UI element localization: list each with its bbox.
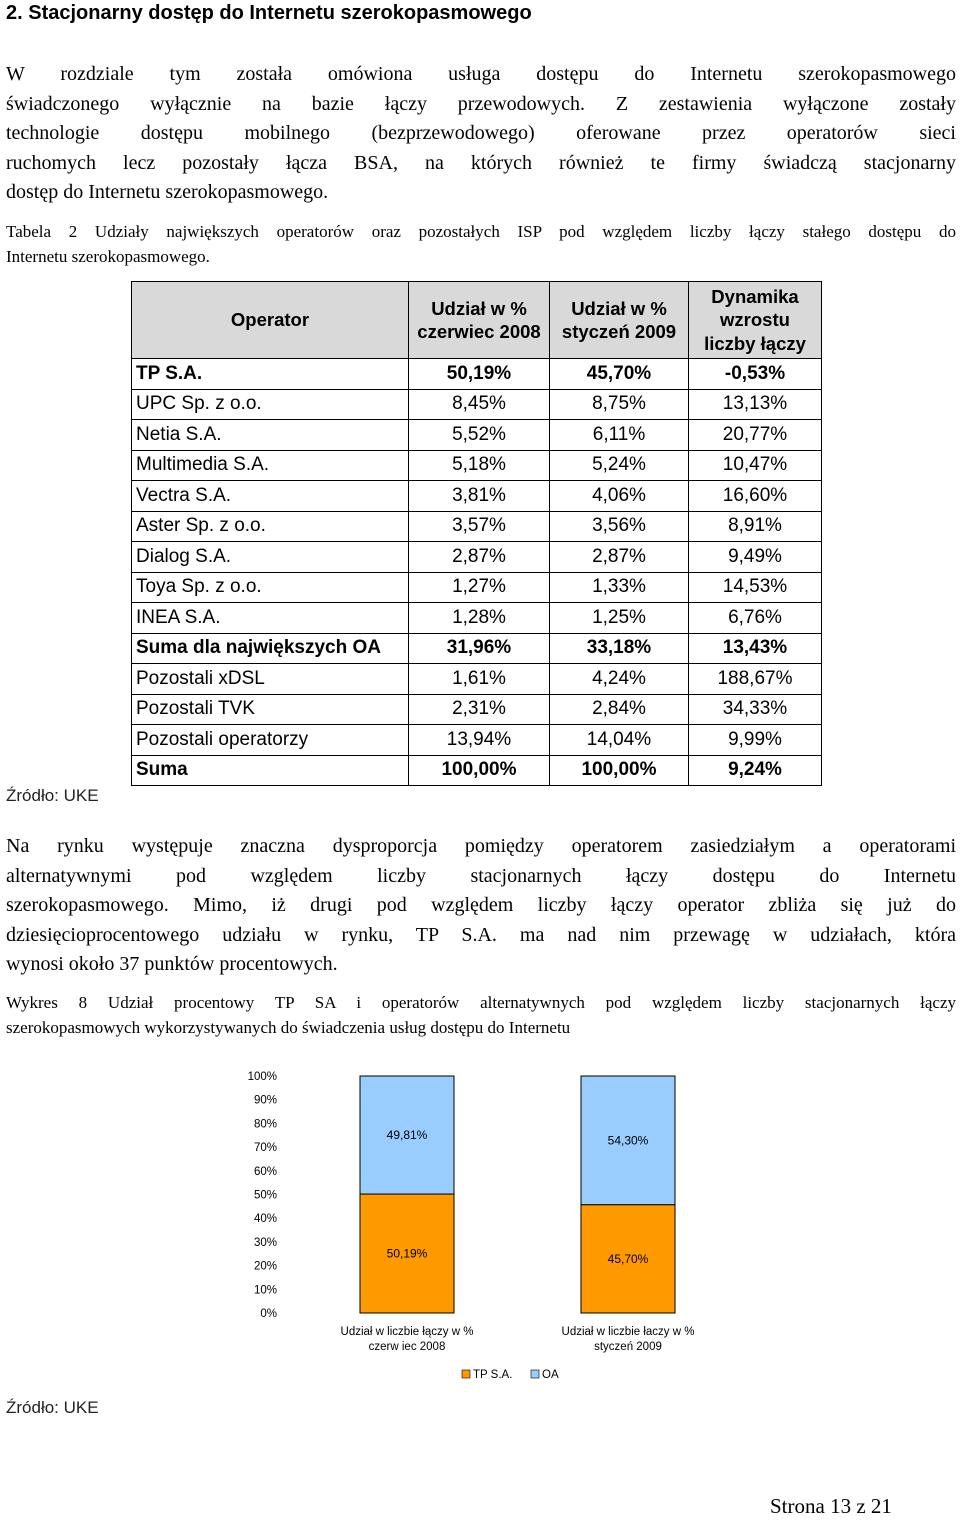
y-tick-label: 100% — [247, 1071, 277, 1083]
cell-share-jun2008: 1,28% — [409, 603, 550, 634]
cell-share-jun2008: 50,19% — [409, 359, 550, 390]
cell-operator: Netia S.A. — [132, 420, 409, 451]
cell-share-jun2008: 5,52% — [409, 420, 550, 451]
intro-line: ruchomych lecz pozostały łącza BSA, na których również te firmy świadczą stacjonarny — [6, 151, 956, 174]
cell-share-jun2008: 1,61% — [409, 664, 550, 695]
y-tick-label: 60% — [253, 1165, 277, 1178]
analysis-line: szerokopasmowego. Mimo, iż drugi pod względem liczby łączy operator zbliża się już do — [6, 894, 956, 916]
table-row — [132, 389, 822, 420]
table-header-row — [132, 282, 822, 359]
stacked-bar-chart — [225, 1060, 745, 1400]
cell-growth: 6,76% — [689, 603, 822, 634]
cell-operator: Multimedia S.A. — [132, 450, 409, 481]
cell-operator: Toya Sp. z o.o. — [132, 572, 409, 603]
table-row — [132, 450, 822, 481]
cell-share-jan2009: 5,24% — [550, 450, 689, 481]
cell-growth: 9,24% — [689, 755, 822, 786]
analysis-line: Na rynku występuje znaczna dysproporcja pomiędzy operatorem zasiedziałym a operatorami — [6, 835, 956, 857]
cell-growth: 13,43% — [689, 633, 822, 664]
cell-operator: Pozostali operatorzy — [132, 725, 409, 756]
cell-operator: Suma dla największych OA — [132, 633, 409, 664]
data-label-oa: 49,81% — [386, 1128, 428, 1143]
chart-source: Źródło: UKE — [6, 1398, 99, 1417]
cell-share-jun2008: 3,57% — [409, 511, 550, 542]
cell-growth: 34,33% — [689, 694, 822, 725]
table-source: Źródło: UKE — [6, 786, 99, 805]
y-tick-label: 0% — [260, 1308, 277, 1320]
intro-line: świadczonego wyłącznie na bazie łączy przewodowych. Z zestawienia wyłączone zostały — [6, 92, 956, 115]
cell-share-jan2009: 8,75% — [550, 389, 689, 420]
analysis-line: wynosi około 37 punktów procentowych. — [6, 953, 338, 975]
cell-growth: 20,77% — [689, 420, 822, 451]
cell-share-jun2008: 2,31% — [409, 694, 550, 725]
table-row — [132, 420, 822, 451]
cell-operator: UPC Sp. z o.o. — [132, 389, 409, 420]
cell-share-jan2009: 3,56% — [550, 511, 689, 542]
cell-growth: -0,53% — [689, 359, 822, 390]
analysis-paragraph — [6, 832, 956, 980]
cell-share-jan2009: 6,11% — [550, 420, 689, 451]
table-row — [132, 664, 822, 695]
chart-caption-line: szerokopasmowych wykorzystywanych do świadczenia usług dostępu do Internetu — [6, 1018, 571, 1037]
cell-share-jun2008: 3,81% — [409, 481, 550, 512]
cell-growth: 10,47% — [689, 450, 822, 481]
cell-share-jan2009: 14,04% — [550, 725, 689, 756]
table-row — [132, 755, 822, 786]
x-category-label: styczeń 2009 — [594, 1341, 662, 1353]
header-operator: Operator — [132, 282, 409, 359]
table-row — [132, 359, 822, 390]
y-tick-label: 50% — [253, 1189, 277, 1202]
cell-growth: 14,53% — [689, 572, 822, 603]
analysis-line: dziesięcioprocentowego udziału w rynku, TP S.A. ma nad nim przewagę w udziałach, która — [6, 923, 956, 946]
cell-operator: Dialog S.A. — [132, 542, 409, 573]
cell-share-jun2008: 1,27% — [409, 572, 550, 603]
cell-growth: 188,67% — [689, 664, 822, 695]
x-category-label: czerw iec 2008 — [368, 1341, 446, 1353]
table-row — [132, 694, 822, 725]
table-row — [132, 481, 822, 512]
data-label-oa: 54,30% — [607, 1133, 649, 1148]
legend-label-tp-sa: TP S.A. — [473, 1369, 513, 1381]
cell-operator: Pozostali TVK — [132, 694, 409, 725]
operators-share-table — [131, 281, 822, 786]
cell-operator: TP S.A. — [132, 359, 409, 390]
table-row — [132, 511, 822, 542]
y-tick-label: 30% — [253, 1236, 277, 1249]
x-category-label: Udział w liczbie łaczy w % — [561, 1326, 695, 1338]
intro-line: technologie dostępu mobilnego (bezprzewodowego) oferowane przez operatorów sieci — [6, 122, 956, 144]
intro-line: W rozdziale tym została omówiona usługa dostępu do Internetu szerokopasmowego — [6, 63, 956, 85]
cell-share-jan2009: 45,70% — [550, 359, 689, 390]
table-caption-line: Internetu szerokopasmowego. — [6, 247, 210, 266]
cell-operator: Pozostali xDSL — [132, 664, 409, 695]
cell-share-jan2009: 100,00% — [550, 755, 689, 786]
table-row — [132, 572, 822, 603]
legend-swatch-oa — [531, 1370, 539, 1378]
cell-operator: Suma — [132, 755, 409, 786]
cell-growth: 9,99% — [689, 725, 822, 756]
table-row — [132, 633, 822, 664]
header-share-jun2008: Udział w % czerwiec 2008 — [409, 282, 550, 359]
chart-svg — [225, 1060, 745, 1400]
legend-swatch-tp-sa — [462, 1370, 470, 1378]
cell-growth: 9,49% — [689, 542, 822, 573]
intro-paragraph — [6, 60, 956, 208]
x-category-label: Udział w liczbie łączy w % — [340, 1326, 474, 1338]
analysis-line: alternatywnymi pod względem liczby stacjonarnych łączy dostępu do Internetu — [6, 864, 956, 887]
y-tick-label: 20% — [253, 1260, 277, 1273]
cell-share-jan2009: 33,18% — [550, 633, 689, 664]
intro-line: dostęp do Internetu szerokopasmowego. — [6, 181, 329, 203]
cell-share-jun2008: 2,87% — [409, 542, 550, 573]
cell-share-jun2008: 100,00% — [409, 755, 550, 786]
cell-operator: INEA S.A. — [132, 603, 409, 634]
y-tick-label: 40% — [253, 1213, 277, 1226]
cell-share-jan2009: 1,25% — [550, 603, 689, 634]
y-tick-label: 10% — [253, 1284, 277, 1297]
header-share-jan2009: Udział w % styczeń 2009 — [550, 282, 689, 359]
y-tick-label: 80% — [253, 1118, 277, 1131]
table-row — [132, 603, 822, 634]
cell-share-jun2008: 8,45% — [409, 389, 550, 420]
data-label-tp-sa: 45,70% — [607, 1251, 649, 1266]
section-heading: 2. Stacjonarny dostęp do Internetu szerokopasmowego — [6, 2, 532, 24]
cell-share-jun2008: 13,94% — [409, 725, 550, 756]
page-number: Strona 13 z 21 — [770, 1494, 892, 1518]
cell-operator: Vectra S.A. — [132, 481, 409, 512]
cell-growth: 16,60% — [689, 481, 822, 512]
cell-share-jan2009: 1,33% — [550, 572, 689, 603]
cell-share-jan2009: 2,87% — [550, 542, 689, 573]
legend-label-oa: OA — [542, 1369, 559, 1381]
header-growth: Dynamika wzrostu liczby łączy — [689, 282, 822, 359]
cell-share-jun2008: 5,18% — [409, 450, 550, 481]
cell-growth: 13,13% — [689, 389, 822, 420]
cell-share-jan2009: 4,06% — [550, 481, 689, 512]
cell-share-jan2009: 4,24% — [550, 664, 689, 695]
cell-share-jan2009: 2,84% — [550, 694, 689, 725]
table-caption-line: Tabela 2 Udziały największych operatorów oraz pozostałych ISP pod względem liczby łączy stałego dostępu do — [6, 222, 956, 241]
data-label-tp-sa: 50,19% — [386, 1246, 428, 1261]
y-tick-label: 70% — [253, 1142, 277, 1155]
cell-operator: Aster Sp. z o.o. — [132, 511, 409, 542]
cell-share-jun2008: 31,96% — [409, 633, 550, 664]
table-caption — [6, 219, 956, 269]
chart-caption-line: Wykres 8 Udział procentowy TP SA i operatorów alternatywnych pod względem liczby stacjonarnych łączy — [6, 993, 956, 1012]
table-row — [132, 542, 822, 573]
y-tick-label: 90% — [253, 1094, 277, 1107]
cell-growth: 8,91% — [689, 511, 822, 542]
chart-caption — [6, 990, 956, 1040]
table-row — [132, 725, 822, 756]
